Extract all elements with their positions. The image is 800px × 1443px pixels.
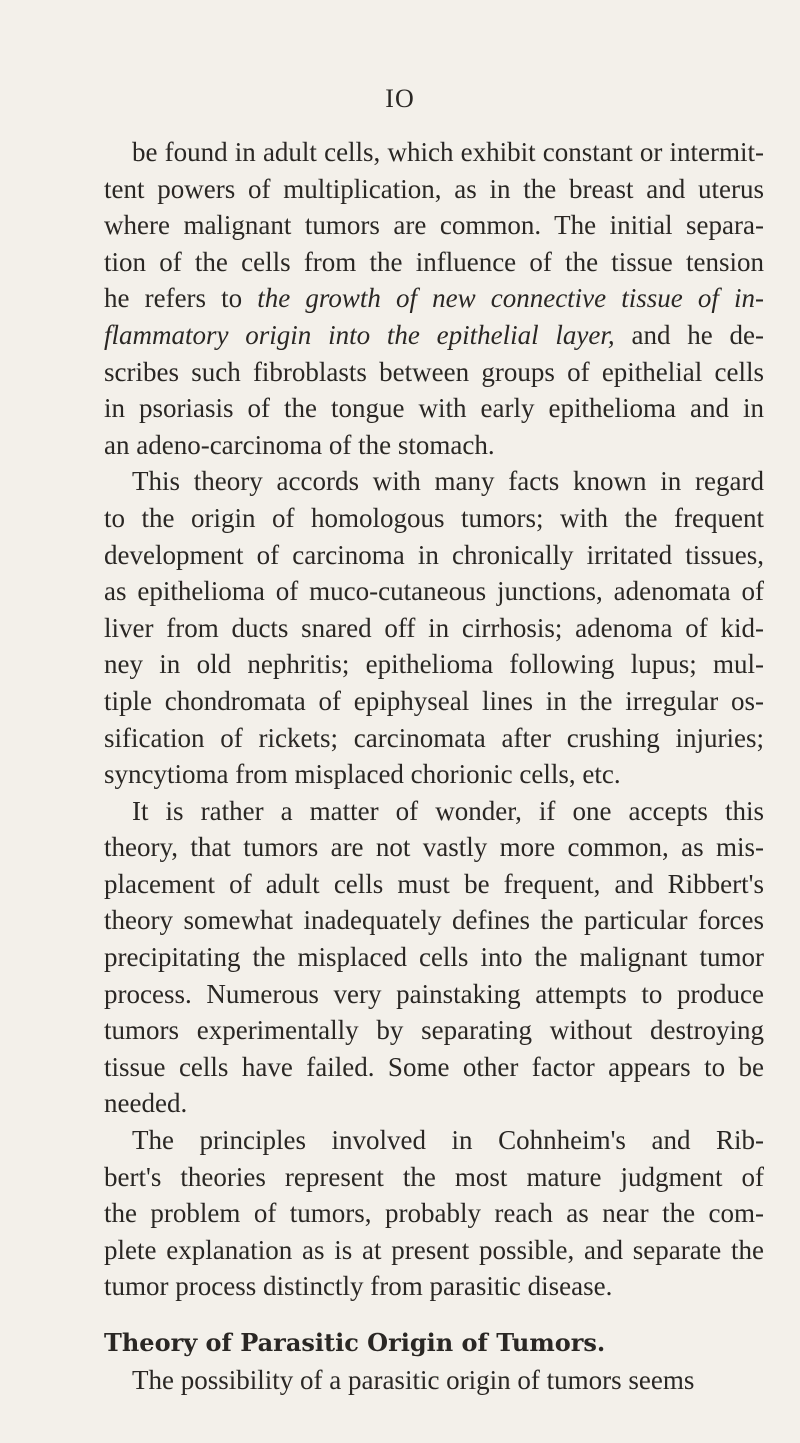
text-run: liver from ducts snared off in cirrhosis; adenoma of kid- [104,612,764,643]
text-line [104,1122,764,1159]
text-line [104,500,764,537]
text-line [104,1195,764,1232]
text-run: sification of rickets; carcinomata after crushing injuries; [104,722,764,753]
text-run: theory, that tumors are not vastly more common, as mis- [104,832,764,863]
text-line [104,317,764,354]
text-run: syncytioma from misplaced chorionic cells, etc. [104,759,621,790]
text-line [104,244,764,281]
text-run: This theory accords with many facts known in regard [132,466,764,497]
text-run: ney in old nephritis; epithelioma following lupus; mul- [104,649,764,680]
text-run: tissue cells have failed. Some other factor appears to be [104,1051,764,1082]
text-run: plete explanation as is at present possible, and separate the [104,1234,764,1265]
text-run: the problem of tumors, probably reach as near the com- [104,1198,764,1229]
text-run: be found in adult cells, which exhibit constant or intermit- [132,137,764,167]
text-run: needed. [104,1088,188,1119]
text-line [104,573,764,610]
text-run: an adeno-carcinoma of the stomach. [104,429,495,460]
text-run: precipitating the misplaced cells into the malignant tumor [104,942,764,973]
text-line [104,756,764,793]
text-line [104,134,764,171]
text-run: tiple chondromata of epiphyseal lines in the irregular os- [104,685,764,716]
text-line [104,646,764,683]
paragraph [104,463,764,792]
text-line [104,976,764,1013]
text-line [104,390,764,427]
text-run: The principles involved in Cohnheim's and Rib- [132,1125,764,1156]
text-line [104,1268,764,1305]
text-run: he refers to [104,283,258,314]
text-run: as epithelioma of muco-cutaneous junctions, adenomata of [104,576,764,607]
text-line [104,683,764,720]
text-line [104,720,764,757]
text-run: development of carcinoma in chronically irritated tissues, [104,539,764,570]
text-line [104,1085,764,1122]
text-run: in psoriasis of the tongue with early epithelioma and in [104,393,764,424]
text-line [104,610,764,647]
text-run: scribes such fibroblasts between groups of epithelial cells [104,356,764,387]
text-line [104,939,764,976]
paragraph [104,1362,764,1399]
text-line [104,280,764,317]
text-line [104,171,764,208]
paragraph [104,134,764,463]
paragraph [104,1122,764,1305]
text-line [104,1012,764,1049]
body-text [104,134,764,1398]
text-line [104,1362,764,1399]
text-line [104,463,764,500]
text-line [104,866,764,903]
text-run: where malignant tumors are common. The initial separa- [104,210,764,241]
text-run: theory somewhat inadequately defines the particular forces [104,905,764,936]
text-line [104,1159,764,1196]
text-run: The possibility of a parasitic origin of tumors seems [132,1364,695,1395]
text-line [104,829,764,866]
text-run: tion of the cells from the influence of the tissue tension [104,246,764,277]
text-run: and he de- [614,319,764,350]
text-line [104,207,764,244]
text-line [104,902,764,939]
paragraph [104,793,764,1122]
text-line [104,354,764,391]
text-run: tumor process distinctly from parasitic disease. [104,1271,613,1302]
italic-text: flammatory origin into the epithelial layer, [104,319,615,350]
text-run: tent powers of multiplication, as in the breast and uterus [104,173,764,204]
page-number: IO [385,84,415,113]
text-line [104,427,764,464]
section-heading: Theory of Parasitic Origin of Tumors. [104,1328,606,1357]
text-run: placement of adult cells must be frequent, and Ribbert's [104,868,764,899]
text-line [104,1232,764,1269]
text-run: to the origin of homologous tumors; with the frequent [104,502,764,533]
text-line [104,793,764,830]
text-run: bert's theories represent the most mature judgment of [104,1161,764,1192]
text-line [104,1049,764,1086]
italic-text: the growth of new connective tissue of in- [257,283,764,314]
text-run: tumors experimentally by separating without destroying [104,1015,764,1046]
text-run: process. Numerous very painstaking attempts to produce [104,978,764,1009]
text-run: It is rather a matter of wonder, if one accepts this [132,795,764,826]
text-line [104,537,764,574]
